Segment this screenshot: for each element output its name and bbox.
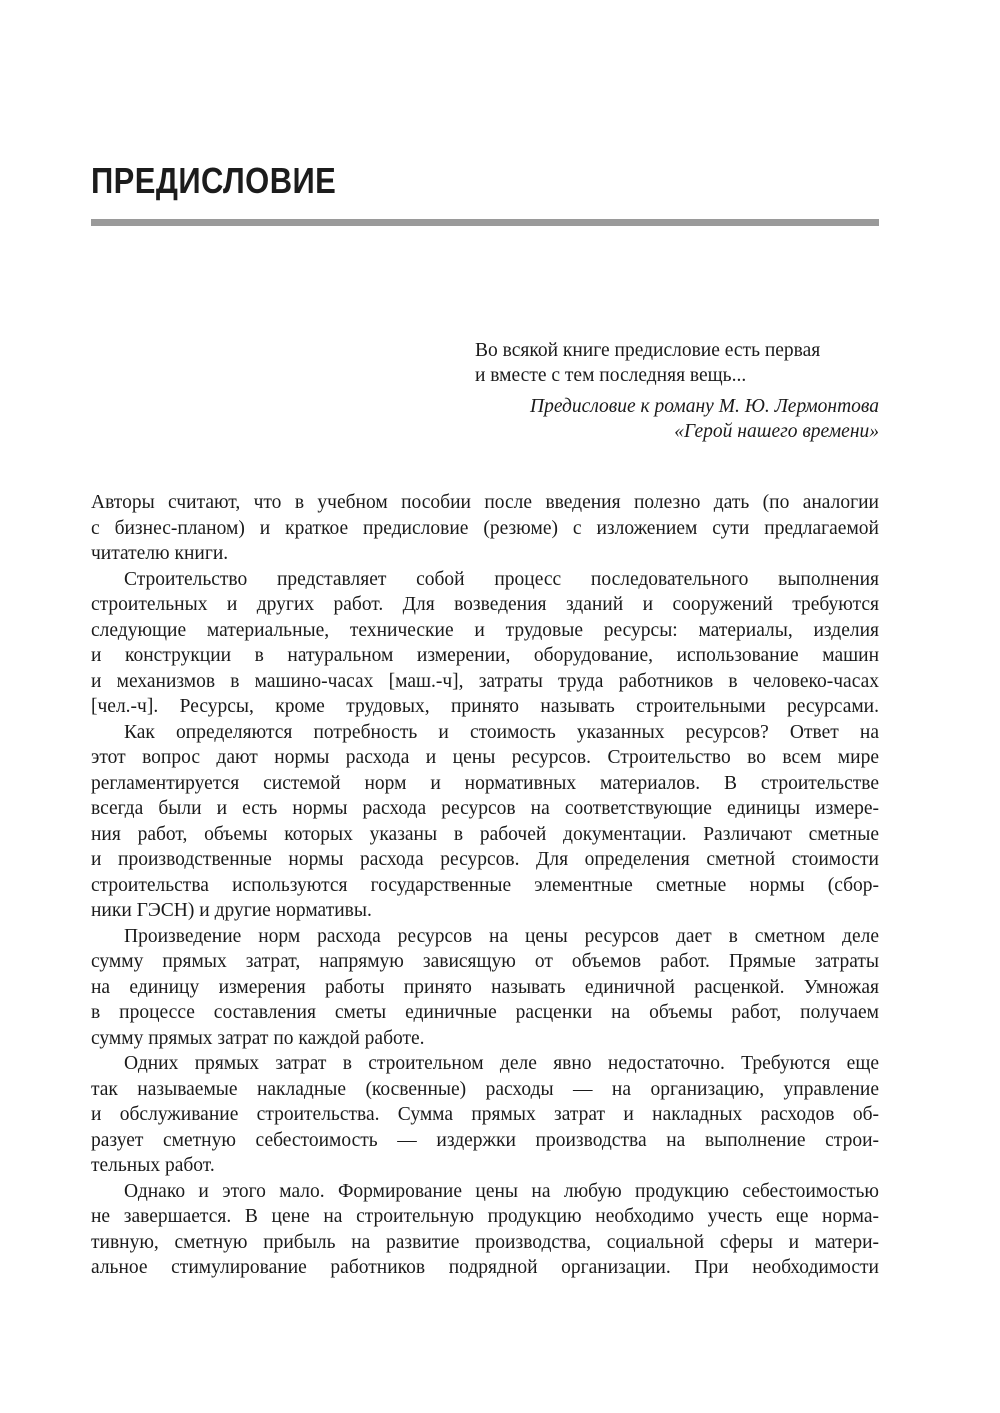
epigraph xyxy=(475,338,879,444)
body-line-text: и производственные нормы расхода ресурсов. Для определения сметной стоимости xyxy=(91,849,879,870)
body-line xyxy=(91,1204,879,1230)
epigraph-source-line: «Герой нашего времени» xyxy=(674,421,879,442)
body-line xyxy=(91,796,879,822)
body-line xyxy=(91,924,879,950)
body-line xyxy=(91,847,879,873)
epigraph-line: и вместе с тем последняя вещь... xyxy=(475,365,747,386)
body-line-text: расхода и цены ресурсов. Строительство во всем мире xyxy=(329,747,879,768)
epigraph-quote xyxy=(475,338,879,388)
epigraph-line: Во всякой книге предисловие есть первая xyxy=(475,340,821,361)
body-line-text: в процессе составления сметы единичные расценки на объемы работ, получаем xyxy=(91,1002,879,1023)
body-line-text: Авторы считают, что в учебном пособии после введения полезно дать (по аналогии xyxy=(91,492,879,513)
body-line xyxy=(91,490,879,516)
body-line xyxy=(91,669,879,695)
body-line xyxy=(91,592,879,618)
body-line xyxy=(91,949,879,975)
body-line xyxy=(91,822,879,848)
emphasized-term: сметную себестоимость xyxy=(163,1129,378,1151)
body-line-text: с бизнес-планом) и краткое предисловие (резюме) с изложением сути предлагаемой xyxy=(91,517,879,539)
body-line-text: ники ГЭСН) и другие нормативы. xyxy=(91,900,372,921)
body-line xyxy=(91,541,879,567)
body-line-text: , напрямую зависящую от объемов работ. Прямые затраты xyxy=(295,951,880,972)
body-line xyxy=(91,618,879,644)
body-line-text: на развитие производства, социальной сферы и матери- xyxy=(335,1231,879,1253)
epigraph-source xyxy=(475,394,879,444)
body-line-text: Как определяются потребность и стоимость указанных ресурсов? Ответ на xyxy=(124,721,879,743)
body-line xyxy=(91,694,879,720)
body-line xyxy=(91,745,879,771)
body-line-text: читателю книги. xyxy=(91,543,229,564)
body-line-text: Одних прямых затрат в строительном деле явно недостаточно. Требуются еще xyxy=(124,1053,879,1074)
body-line xyxy=(91,1230,879,1256)
body-line-text: не завершается. В цене на строительную продукцию необходимо учесть еще норма- xyxy=(91,1206,879,1227)
emphasized-term: прямых затрат xyxy=(162,951,296,972)
epigraph-source-line: Предисловие к роману М. Ю. Лермонтова xyxy=(530,396,879,417)
body-line xyxy=(91,1153,879,1179)
body-line-text: следующие материальные, технические и трудовые ресурсы: материалы, изделия xyxy=(91,619,879,641)
body-text xyxy=(91,490,879,1281)
body-line-text: строительных и других работ. Для возведения зданий и сооружений требуются xyxy=(91,594,879,615)
body-line-text: регламентируется системой норм и нормативных материалов. В строительстве xyxy=(91,772,879,794)
body-line-text: всегда были и есть нормы расхода ресурсов на соответствующие единицы измере- xyxy=(91,798,879,819)
body-line xyxy=(91,898,879,924)
body-line-text: тивную, xyxy=(91,1231,175,1253)
emphasized-term: единичной расценкой xyxy=(584,976,780,998)
emphasized-term: нормы xyxy=(274,747,330,768)
body-line xyxy=(91,1051,879,1077)
body-line-text: на единицу измерения работы принято называть xyxy=(91,976,585,998)
body-line-text: альное стимулирование работников подрядной организации. При необходимости xyxy=(91,1257,879,1278)
body-line xyxy=(91,1000,879,1026)
body-line-text: сумму прямых затрат по каждой работе. xyxy=(91,1027,425,1049)
body-line-text: . Умножая xyxy=(779,976,880,998)
body-line xyxy=(91,771,879,797)
body-line-text: тельных работ. xyxy=(91,1155,215,1176)
body-line xyxy=(91,1026,879,1052)
emphasized-term: сметную прибыль xyxy=(174,1231,336,1253)
page-title: ПРЕДИСЛОВИЕ xyxy=(91,160,337,201)
body-line xyxy=(91,1102,879,1128)
body-line-text: строительства используются государственные элементные сметные нормы (сбор- xyxy=(91,874,879,896)
body-line xyxy=(91,516,879,542)
body-line-text: сумму xyxy=(91,951,163,972)
body-line-text: и конструкции в натуральном измерении, оборудование, использование машин xyxy=(91,645,879,666)
body-line xyxy=(91,873,879,899)
body-line-text: Однако и этого мало. Формирование цены на любую продукцию себестоимостью xyxy=(124,1180,879,1202)
body-line-text: — издержки производства на выполнение строи- xyxy=(377,1129,879,1151)
title-rule xyxy=(91,219,879,226)
body-line-text: ния работ, объемы которых указаны в рабочей документации. Различают сметные xyxy=(91,823,879,845)
body-line-text: разует xyxy=(91,1129,163,1151)
body-line-text: Произведение норм расхода ресурсов на цены ресурсов дает в сметном деле xyxy=(124,925,879,947)
body-line xyxy=(91,567,879,593)
body-line xyxy=(91,1128,879,1154)
body-line-text: и обслуживание строительства. Сумма прямых затрат и накладных расходов об- xyxy=(91,1104,879,1125)
body-line xyxy=(91,643,879,669)
body-line xyxy=(91,1255,879,1281)
body-line-text: Строительство представляет собой процесс последовательного выполнения xyxy=(124,568,879,590)
body-line-text: и механизмов в машино-часах [маш.-ч], затраты труда работников в человеко-часах xyxy=(91,670,879,692)
body-line xyxy=(91,975,879,1001)
body-line xyxy=(91,720,879,746)
body-line-text: [чел.-ч]. Ресурсы, кроме трудовых, принято называть строительными ресурсами. xyxy=(91,696,879,717)
body-line-text: так называемые накладные (косвенные) расходы — на организацию, управление xyxy=(91,1078,879,1100)
body-line-text: этот вопрос дают xyxy=(91,747,275,768)
body-line xyxy=(91,1179,879,1205)
body-line xyxy=(91,1077,879,1103)
